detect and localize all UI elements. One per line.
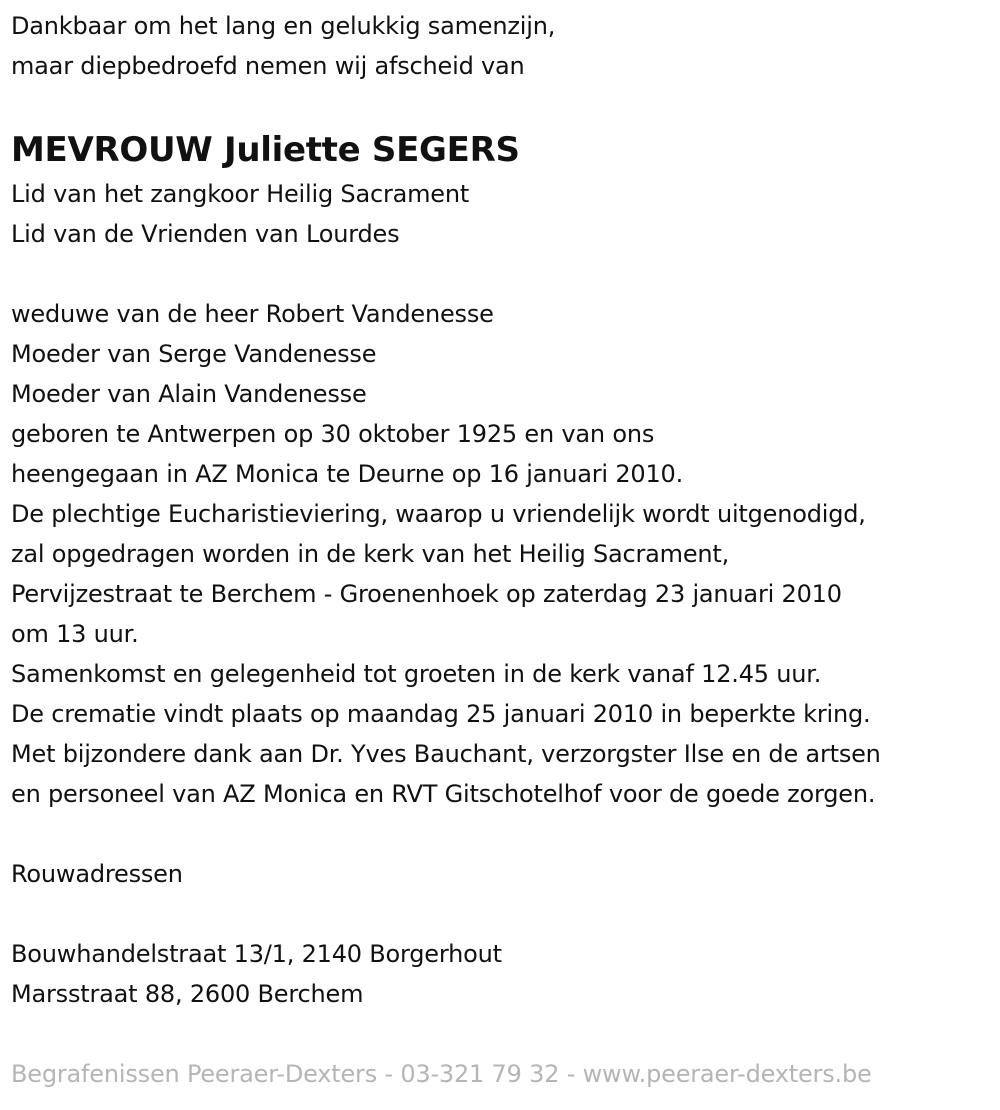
address-line: Marsstraat 88, 2600 Berchem [11,980,364,1008]
obituary-notice [11,6,996,1014]
intro-line: maar diepbedroefd nemen wij afscheid van [11,52,525,80]
addresses-heading: Rouwadressen [11,860,183,888]
spacer [11,254,996,294]
detail-line: om 13 uur. [11,620,139,648]
intro-line: Dankbaar om het lang en gelukkig samenzijn, [11,12,556,40]
detail-line: en personeel van AZ Monica en RVT Gitschotelhof voor de goede zorgen. [11,780,876,808]
spacer [11,894,996,934]
address-line: Bouwhandelstraat 13/1, 2140 Borgerhout [11,940,502,968]
detail-line: Met bijzondere dank aan Dr. Yves Bauchant, verzorgster Ilse en de artsen [11,740,881,768]
detail-line: Samenkomst en gelegenheid tot groeten in de kerk vanaf 12.45 uur. [11,660,822,688]
membership-line: Lid van het zangkoor Heilig Sacrament [11,180,470,208]
detail-line: Moeder van Alain Vandenesse [11,380,367,408]
membership-line: Lid van de Vrienden van Lourdes [11,220,400,248]
spacer [11,814,996,854]
detail-line: heengegaan in AZ Monica te Deurne op 16 januari 2010. [11,460,684,488]
detail-line: Moeder van Serge Vandenesse [11,340,377,368]
detail-line: weduwe van de heer Robert Vandenesse [11,300,494,328]
detail-line: Pervijzestraat te Berchem - Groenenhoek op zaterdag 23 januari 2010 [11,580,842,608]
detail-line: De crematie vindt plaats op maandag 25 januari 2010 in beperkte kring. [11,700,871,728]
deceased-name: MEVROUW Juliette SEGERS [11,130,520,170]
detail-line: zal opgedragen worden in de kerk van het Heilig Sacrament, [11,540,730,568]
funeral-home-footer: Begrafenissen Peeraer-Dexters - 03-321 79 32 - www.peeraer-dexters.be [11,1060,872,1088]
detail-line: De plechtige Eucharistieviering, waarop u vriendelijk wordt uitgenodigd, [11,500,866,528]
detail-line: geboren te Antwerpen op 30 oktober 1925 en van ons [11,420,655,448]
